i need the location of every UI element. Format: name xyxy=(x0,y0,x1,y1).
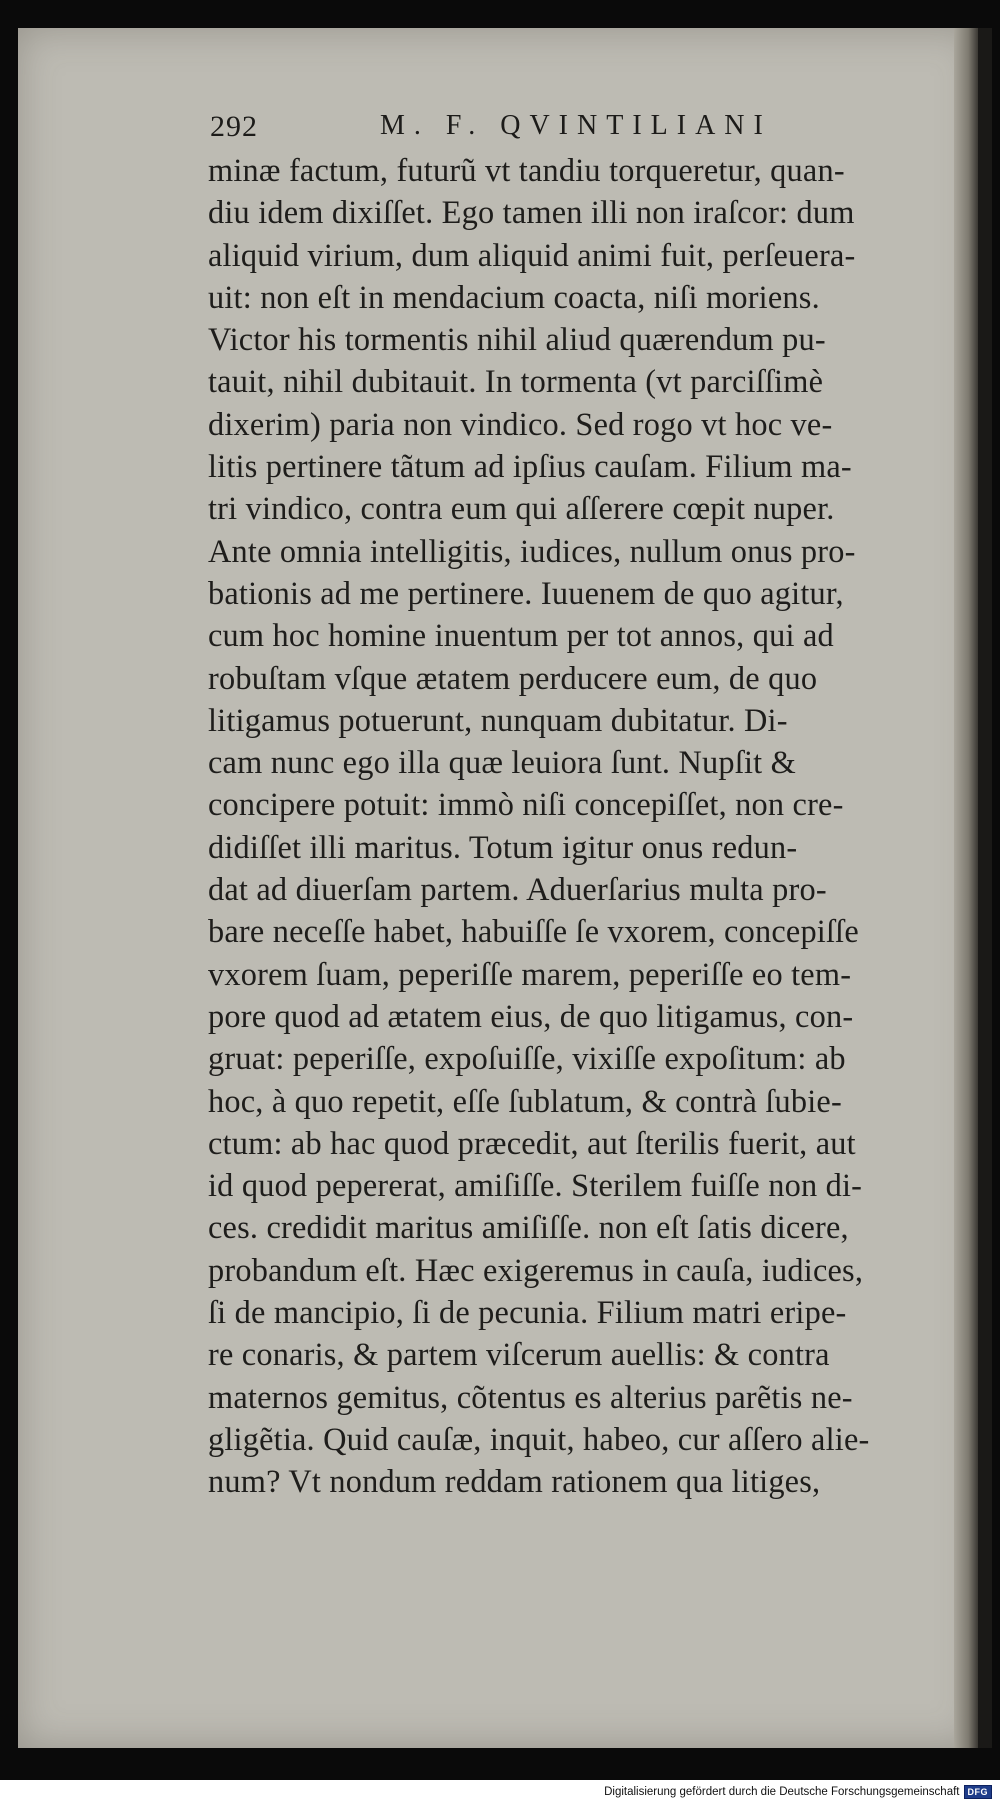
text-line: robuſtam vſque ætatem perducere eum, de quo xyxy=(208,660,818,697)
text-line: uit: non eſt in mendacium coacta, niſi moriens. xyxy=(208,279,820,316)
text-line: diu idem dixiſſet. Ego tamen illi non iraſcor: dum xyxy=(208,195,855,232)
text-line: Victor his tormentis nihil aliud quærendum pu- xyxy=(208,322,826,359)
text-line: dat ad diuerſam partem. Aduerſarius multa pro- xyxy=(208,872,827,909)
text-line: concipere potuit: immò niſi concepiſſet, non cre- xyxy=(208,787,844,824)
text-line: cum hoc homine inuentum per tot annos, qui ad xyxy=(208,618,834,655)
text-line: num? Vt nondum reddam rationem qua litiges, xyxy=(208,1464,821,1501)
text-line: litis pertinere tãtum ad ipſius cauſam. Filium ma- xyxy=(208,449,852,486)
text-line: ſi de mancipio, ſi de pecunia. Filium matri eripe- xyxy=(208,1295,847,1332)
text-line: litigamus potuerunt, nunquam dubitatur. Di- xyxy=(208,702,788,739)
text-line: aliquid virium, dum aliquid animi fuit, perſeuera- xyxy=(208,237,856,274)
text-line: bare neceſſe habet, habuiſſe ſe vxorem, concepiſſe xyxy=(208,914,859,951)
text-line: minæ factum, futurũ vt tandiu torqueretur, quan- xyxy=(208,153,845,189)
text-line: probandum eſt. Hæc exigeremus in cauſa, iudices, xyxy=(208,1252,864,1289)
text-line: tri vindico, contra eum qui aſſerere cœpit nuper. xyxy=(208,491,835,528)
running-title: M. F. QVINTILIANI xyxy=(380,110,772,141)
credit-text: Digitalisierung gefördert durch die Deutsche Forschungsgemeinschaft xyxy=(604,1786,960,1798)
text-line: dixerim) paria non vindico. Sed rogo vt hoc ve- xyxy=(208,406,833,443)
digitization-credit xyxy=(604,1784,992,1800)
text-line: didiſſet illi maritus. Totum igitur onus redun- xyxy=(208,829,798,866)
text-line: ces. credidit maritus amiſiſſe. non eſt ſatis dicere, xyxy=(208,1210,849,1247)
text-line: vxorem ſuam, peperiſſe marem, peperiſſe eo tem- xyxy=(208,956,852,993)
page-number: 292 xyxy=(210,110,258,143)
dfg-logo-icon: DFG xyxy=(964,1785,993,1799)
text-line: Ante omnia intelligitis, iudices, nullum onus pro- xyxy=(208,533,856,570)
text-line: maternos gemitus, cõtentus es alterius parẽtis ne- xyxy=(208,1379,853,1416)
text-line: re conaris, & partem viſcerum auellis: & contra xyxy=(208,1337,830,1374)
text-line: id quod pepererat, amiſiſſe. Sterilem fuiſſe non di- xyxy=(208,1168,863,1205)
page-header xyxy=(210,110,930,150)
text-line: cam nunc ego illa quæ leuiora ſunt. Nupſit & xyxy=(208,745,796,782)
text-line: gruat: peperiſſe, expoſuiſſe, vixiſſe expoſitum: ab xyxy=(208,1041,846,1078)
text-line: ctum: ab hac quod præcedit, aut ſterilis fuerit, aut xyxy=(208,1125,856,1162)
body-text xyxy=(208,150,958,1504)
text-line: gligẽtia. Quid cauſæ, inquit, habeo, cur aſſero alie- xyxy=(208,1421,870,1458)
gutter-shadow xyxy=(978,28,992,1748)
text-line: pore quod ad ætatem eius, de quo litigamus, con- xyxy=(208,998,854,1035)
text-line: tauit, nihil dubitauit. In tormenta (vt parciſſimè xyxy=(208,364,824,401)
text-line: bationis ad me pertinere. Iuuenem de quo agitur, xyxy=(208,575,844,612)
text-line: hoc, à quo repetit, eſſe ſublatum, & contrà ſubie- xyxy=(208,1083,842,1120)
